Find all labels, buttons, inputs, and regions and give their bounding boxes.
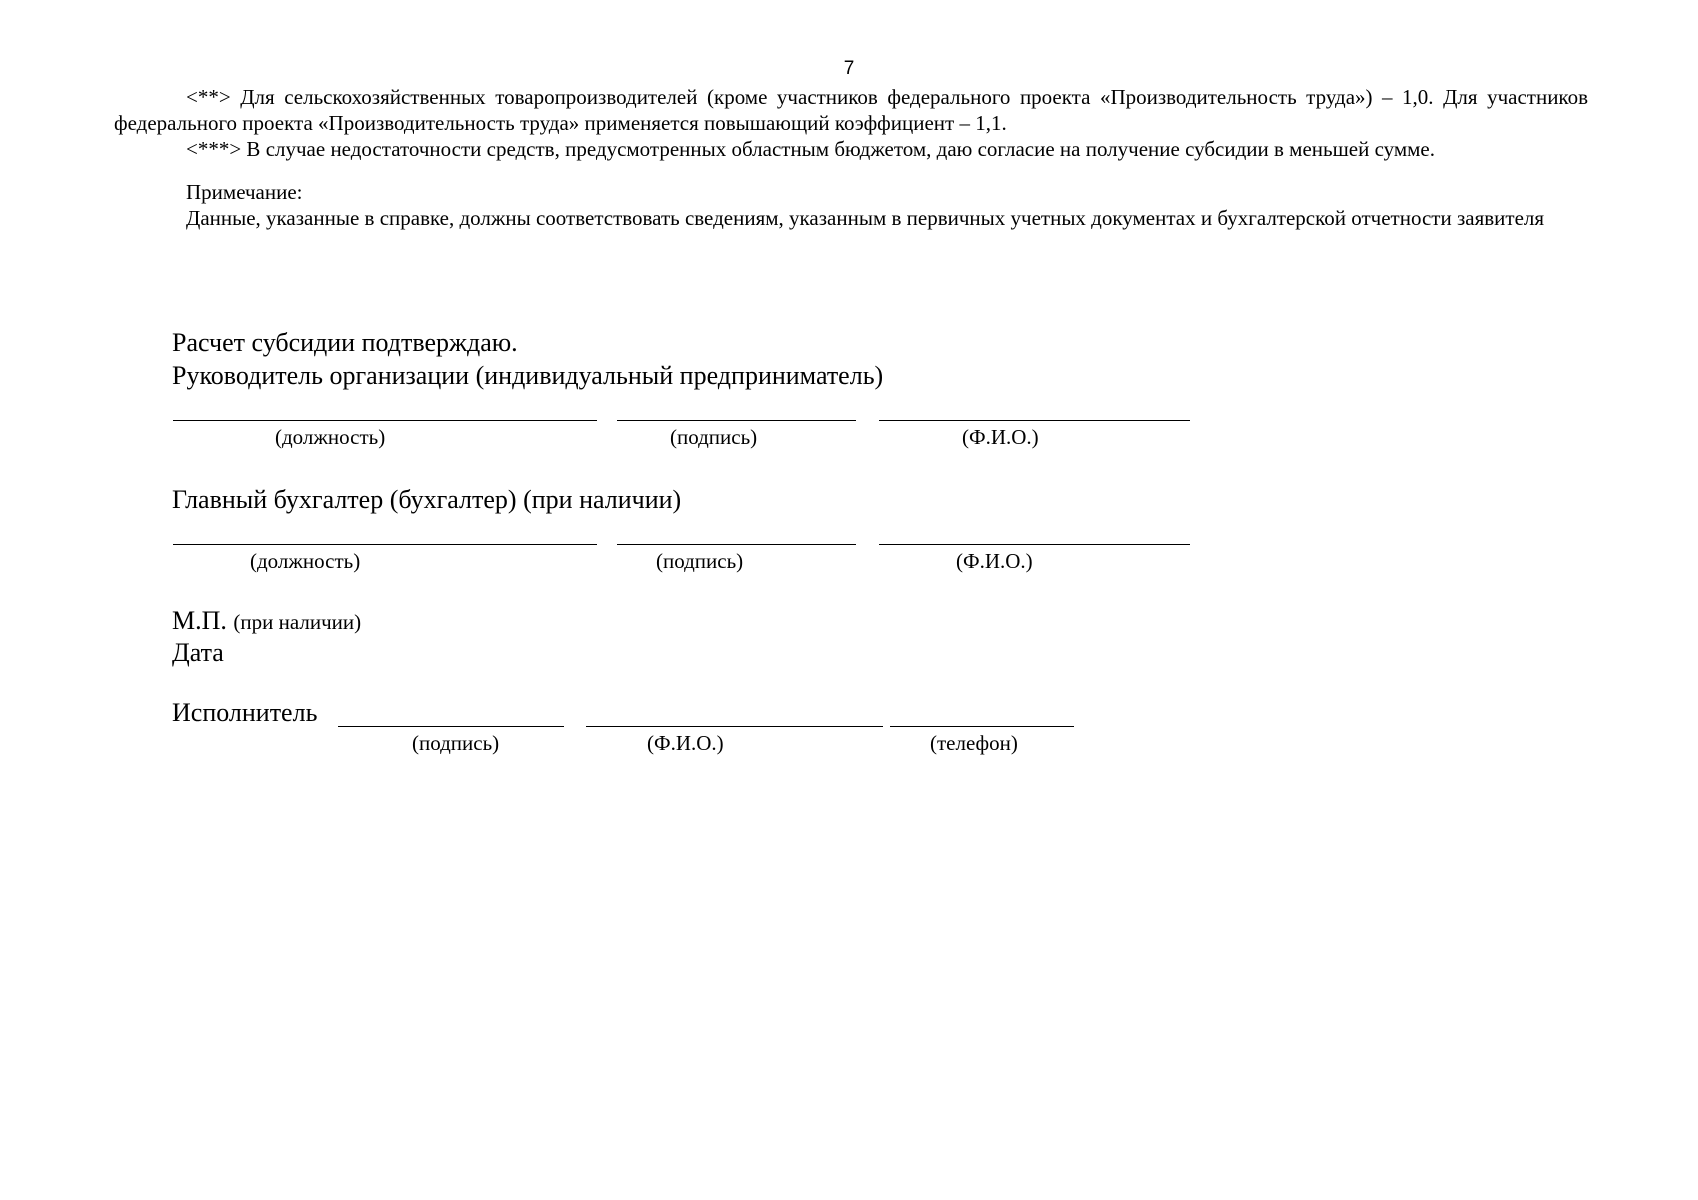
accountant-position-caption: (должность) <box>250 549 361 573</box>
accountant-name-line[interactable] <box>879 544 1190 545</box>
head-signature-caption: (подпись) <box>670 425 758 449</box>
confirmation-text: Расчет субсидии подтверждаю. <box>172 328 518 357</box>
head-position-line[interactable] <box>173 420 597 421</box>
stamp-label: М.П. <box>172 606 227 635</box>
accountant-name-caption: (Ф.И.О.) <box>956 549 1033 573</box>
footnote-triple-asterisk: <***> В случае недостаточности средств, предусмотренных областным бюджетом, даю согласие на получение субсидии в меньшей сумме. <box>186 137 1435 161</box>
chief-accountant-label: Главный бухгалтер (бухгалтер) (при наличии) <box>172 485 682 514</box>
head-position-caption: (должность) <box>275 425 386 449</box>
accountant-signature-caption: (подпись) <box>656 549 744 573</box>
executor-signature-line[interactable] <box>338 726 564 727</box>
footnote-double-asterisk: <**> Для сельскохозяйственных товаропроизводителей (кроме участников федерального проекта «Производительность труда») – 1,0. Для участников федерального проекта «Производительность труда» применяется повышающий коэффициент – 1,1. <box>114 85 1588 135</box>
date-label: Дата <box>172 638 224 667</box>
executor-phone-line[interactable] <box>890 726 1074 727</box>
page-number: 7 <box>843 58 855 79</box>
head-of-organization-label: Руководитель организации (индивидуальный предприниматель) <box>172 361 884 390</box>
footnotes-section <box>114 84 1588 231</box>
remark-text: Данные, указанные в справке, должны соответствовать сведениям, указанным в первичных учетных документах и бухгалтерской отчетности заявителя <box>186 206 1545 230</box>
executor-phone-caption: (телефон) <box>930 731 1018 755</box>
executor-signature-caption: (подпись) <box>412 731 500 755</box>
head-signature-line[interactable] <box>617 420 856 421</box>
executor-label: Исполнитель <box>172 698 318 727</box>
executor-name-caption: (Ф.И.О.) <box>647 731 724 755</box>
stamp-note: (при наличии) <box>233 610 362 634</box>
executor-name-line[interactable] <box>586 726 883 727</box>
head-name-caption: (Ф.И.О.) <box>962 425 1039 449</box>
remark-title: Примечание: <box>186 180 303 204</box>
head-name-line[interactable] <box>879 420 1190 421</box>
stamp-line <box>172 605 361 638</box>
accountant-position-line[interactable] <box>173 544 597 545</box>
accountant-signature-line[interactable] <box>617 544 856 545</box>
